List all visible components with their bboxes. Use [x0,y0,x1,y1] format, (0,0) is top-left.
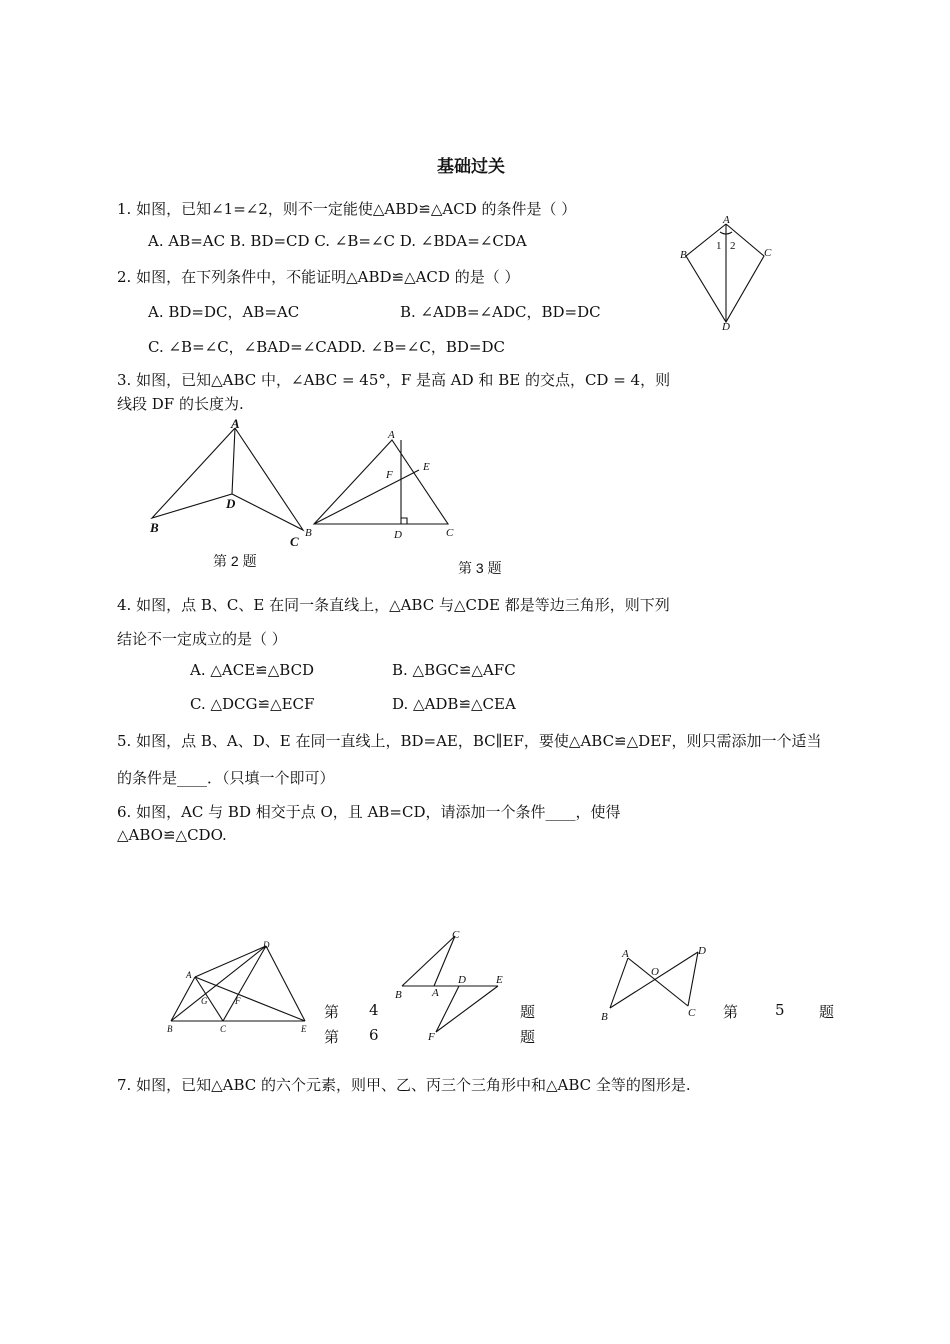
q2-stem: 2. 如图，在下列条件中，不能证明△ABD≌△ACD 的是（ ） [117,268,520,286]
q4-stem-2: 结论不一定成立的是（ ） [117,630,287,648]
page-title: 基础过关 [437,157,505,177]
caption-5-number: 5 [775,1001,785,1019]
q1-fig-outline [686,224,764,322]
q5-label-e: E [496,974,503,986]
q4-label-d: D [263,940,270,950]
q2-option-b: B. ∠ADB=∠ADC，BD=DC [400,303,601,321]
q4-label-c: C [220,1024,227,1034]
q3-label-f: F [386,469,393,481]
q3-label-c: C [446,527,454,539]
q1-options: A. AB=AC B. BD=CD C. ∠B=∠C D. ∠BDA=∠CDA [148,232,527,250]
q4-fig-de [266,946,305,1021]
q6-label-b: B [601,1011,608,1023]
q1-stem: 1. 如图，已知∠1=∠2，则不一定能使△ABD≌△ACD 的条件是（ ） [117,200,577,218]
q6-fig-ab [610,958,628,1008]
q5-fig-bc [402,936,455,986]
q1-label-d: D [722,321,730,333]
q4-option-d: D. △ADB≌△CEA [392,695,516,713]
q2-label-d: D [226,496,236,511]
q3-fig-be [314,470,419,524]
q3-label-b: B [305,527,312,539]
q2-label-c: C [290,534,299,549]
q2-caption: 第 2 题 [213,553,257,569]
q3-fig-right-angle-d [401,518,407,524]
q6-stem-2: △ABO≌△CDO. [117,826,227,844]
q4-label-g: G [201,996,208,1006]
q6-figure [598,940,718,1030]
q6-fig-cd [688,952,698,1006]
q1-label-1: 1 [716,240,722,252]
caption-6-number: 6 [369,1026,379,1044]
q4-stem: 4. 如图，点 B、C、E 在同一条直线上，△ABC 与△CDE 都是等边三角形，则下列 [117,596,670,614]
q4-fig-cd [223,946,266,1021]
q3-label-e: E [423,461,430,473]
q5-figure [392,928,522,1043]
q5-stem: 5. 如图，点 B、A、D、E 在同一直线上，BD=AE，BC∥EF，要使△ABC≌△DEF，则只需添加一个适当 [117,732,822,750]
q5-label-f: F [428,1031,435,1043]
caption-5-suffix: 题 [819,1003,835,1021]
q6-label-c: C [688,1007,696,1019]
q1-figure [672,214,792,334]
q4-label-e: E [301,1024,307,1034]
q4-label-b: B [167,1024,173,1034]
q3-figure [302,428,462,558]
q1-label-a: A [723,214,730,226]
q2-option-cd: C. ∠B=∠C，∠BAD=∠CADD. ∠B=∠C，BD=DC [148,338,505,356]
q4-fig-ab [171,977,195,1021]
q4-fig-ae [195,977,305,1021]
q5-fig-ac [434,936,455,986]
caption-4-suffix: 题 [520,1003,536,1021]
q2-label-a: A [231,416,240,431]
q2-fig-outline [152,428,303,530]
caption-5-prefix: 第 [723,1003,739,1021]
q2-figure [148,418,308,548]
q4-label-a: A [186,970,192,980]
q6-label-a: A [622,948,629,960]
caption-4-prefix: 第 [324,1003,340,1021]
q6-label-d: D [698,945,706,957]
q2-option-a: A. BD=DC，AB=AC [148,303,300,321]
q4-option-a: A. △ACE≌△BCD [190,661,315,679]
q7-stem: 7. 如图，已知△ABC 的六个元素，则甲、乙、丙三个三角形中和△ABC 全等的图形是. [117,1076,691,1094]
q4-option-b: B. △BGC≌△AFC [392,661,516,679]
q5-label-c: C [452,929,460,941]
q1-label-b: B [680,249,687,261]
q5-label-a: A [432,987,439,999]
q6-stem: 6. 如图，AC 与 BD 相交于点 O，且 AB=CD，请添加一个条件____，使得 [117,803,621,821]
q1-label-2: 2 [730,240,736,252]
q3-fig-triangle [314,440,448,524]
q4-figure [165,940,315,1035]
q4-fig-bd [171,946,266,1021]
q4-label-f: F [235,996,241,1006]
q3-stem-2: 线段 DF 的长度为. [117,395,244,413]
q2-fig-ad [232,428,235,494]
q1-label-c: C [764,247,772,259]
q3-label-d: D [394,529,402,541]
q5-stem-2: 的条件是____．（只填一个即可） [117,769,335,787]
q5-label-d: D [458,974,466,986]
caption-4-number: 4 [369,1001,379,1019]
q3-caption: 第 3 题 [458,560,502,576]
q6-fig-bd [610,952,698,1008]
q3-stem: 3. 如图，已知△ABC 中，∠ABC = 45°，F 是高 AD 和 BE 的交点，CD = 4，则 [117,371,671,389]
q5-fig-df [436,986,459,1032]
q6-label-o: O [651,966,659,978]
caption-6-prefix: 第 [324,1028,340,1046]
q3-label-a: A [388,429,395,441]
caption-6-suffix: 题 [520,1028,536,1046]
q2-label-b: B [150,520,159,535]
q5-fig-ef [436,986,498,1032]
q5-label-b: B [395,989,402,1001]
q4-option-c: C. △DCG≌△ECF [190,695,315,713]
q4-fig-ad [195,946,266,977]
